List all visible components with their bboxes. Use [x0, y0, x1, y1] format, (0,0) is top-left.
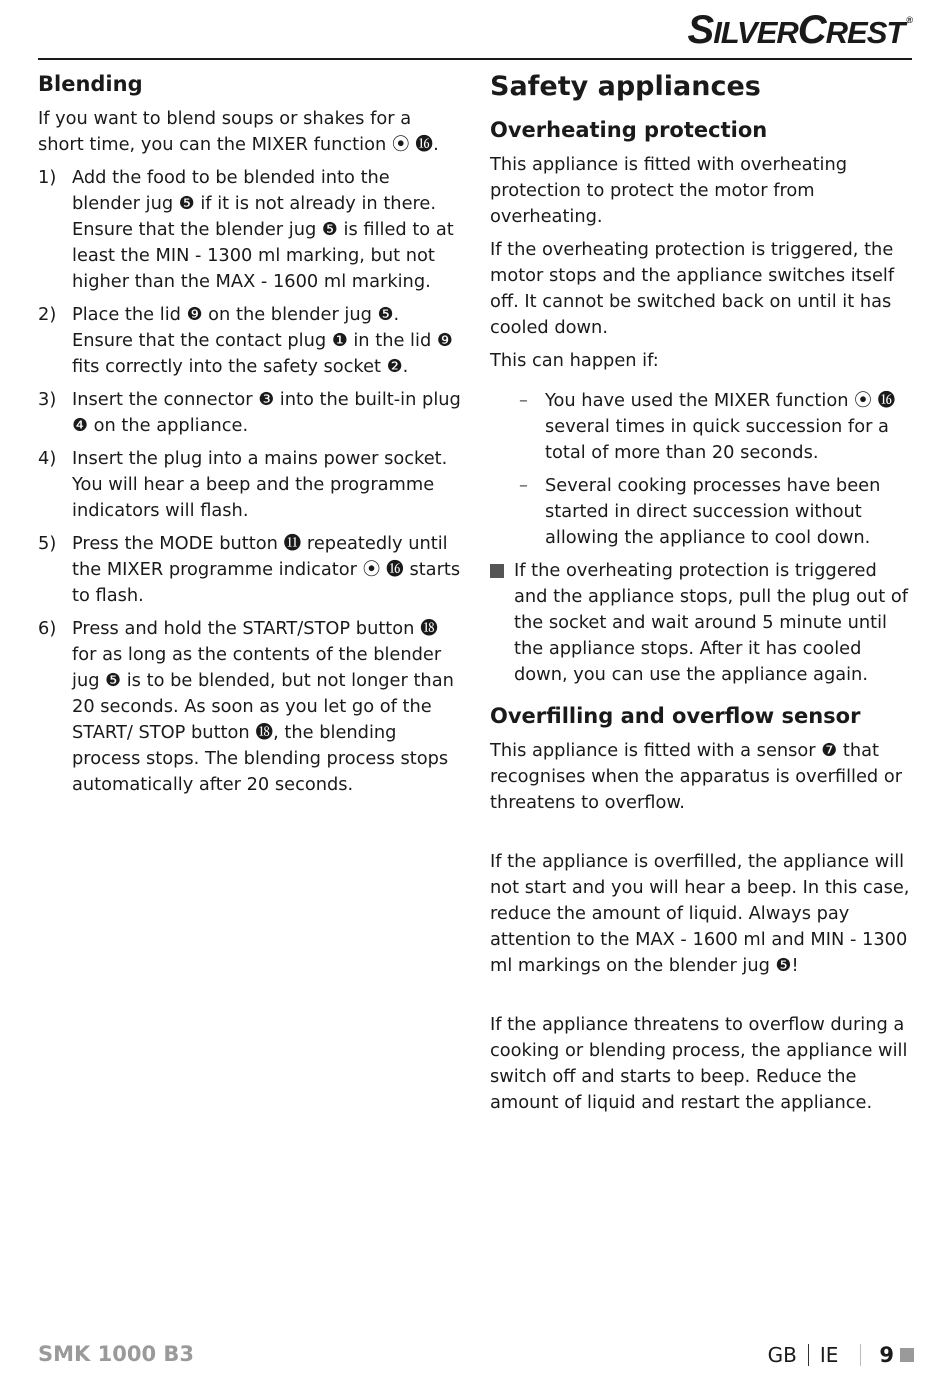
blending-heading: Blending: [38, 72, 143, 96]
overflow-p1: This appliance is fitted with a sensor ❼ that recognises when the apparatus is overfilled or threatens to overflow.: [490, 740, 903, 813]
silvercrest-logo: SILVERCREST ®: [687, 8, 912, 52]
page-marker-icon: [900, 1348, 914, 1362]
step-item: 4) Insert the plug into a mains power socket. You will hear a beep and the programme indicators will flash.: [38, 448, 448, 521]
step-item: 5) Press the MODE button ⓫ repeatedly until the MIXER programme indicator ⦿ ⓰ starts to flash.: [38, 533, 461, 606]
overheating-p2: If the overheating protection is triggered, the motor stops and the appliance switches itself off. It cannot be switched back on until it has cooled down.: [490, 239, 895, 338]
overflow-p2: If the appliance is overfilled, the appliance will not start and you will hear a beep. In this case, reduce the amount of liquid. Always pay attention to the MAX - 1600 ml and MIN - 1300 ml markings on the blender jug ❺!: [490, 851, 910, 976]
safety-heading: Safety appliances: [490, 71, 761, 102]
language-ie: IE: [819, 1343, 839, 1367]
step-item: 1) Add the food to be blended into the blender jug ❺ if it is not already in there. Ensure that the blender jug ❺ is filled to at least the MIN - 1300 ml marking, but not higher than the MAX - 1600 ml marking.: [38, 167, 454, 292]
overflow-heading: Overfilling and overflow sensor: [490, 704, 861, 728]
model-number: SMK 1000 B3: [38, 1342, 194, 1366]
language-gb: GB: [767, 1343, 797, 1367]
left-column: [38, 70, 462, 805]
right-column: [490, 70, 914, 1123]
divider: [860, 1344, 861, 1366]
overheating-heading: Overheating protection: [490, 118, 768, 142]
step-item: 2) Place the lid ❾ on the blender jug ❺. Ensure that the contact plug ❶ in the lid ❾ fits correctly into the safety socket ❷.: [38, 304, 453, 377]
overheating-note: If the overheating protection is triggered and the appliance stops, pull the plug out of the socket and wait around 5 minute until the appliance stops. After it has cooled down, you can use the appliance again.: [490, 558, 914, 688]
overheating-causes: [490, 388, 914, 551]
list-item: – Several cooking processes have been started in direct succession without allowing the appliance to cool down.: [519, 475, 881, 548]
divider: [808, 1344, 809, 1366]
overflow-p3: If the appliance threatens to overflow during a cooking or blending process, the appliance will switch off and starts to beep. Reduce the amount of liquid and restart the appliance.: [490, 1014, 908, 1113]
page-footer: [768, 1343, 914, 1367]
page-number: 9: [879, 1343, 894, 1367]
step-item: 3) Insert the connector ❸ into the built-in plug ❹ on the appliance.: [38, 389, 461, 436]
list-item: – You have used the MIXER function ⦿ ⓰ several times in quick succession for a total of more than 20 seconds.: [519, 390, 896, 463]
overheating-p3: This can happen if:: [490, 350, 659, 371]
square-bullet-icon: [490, 564, 504, 578]
blending-intro: If you want to blend soups or shakes for a short time, you can the MIXER function ⦿ ⓰.: [38, 108, 439, 155]
step-item: 6) Press and hold the START/STOP button ⓲ for as long as the contents of the blender jug ❺ is to be blended, but not longer than 20 seconds. As soon as you let go of the START/ STOP button ⓲, the blending process stops. The blending process stops automatically after 20 seconds.: [38, 618, 454, 795]
blending-steps: [38, 165, 462, 798]
header-rule: [38, 58, 912, 60]
overheating-p1: This appliance is fitted with overheating protection to protect the motor from overheating.: [490, 154, 848, 227]
